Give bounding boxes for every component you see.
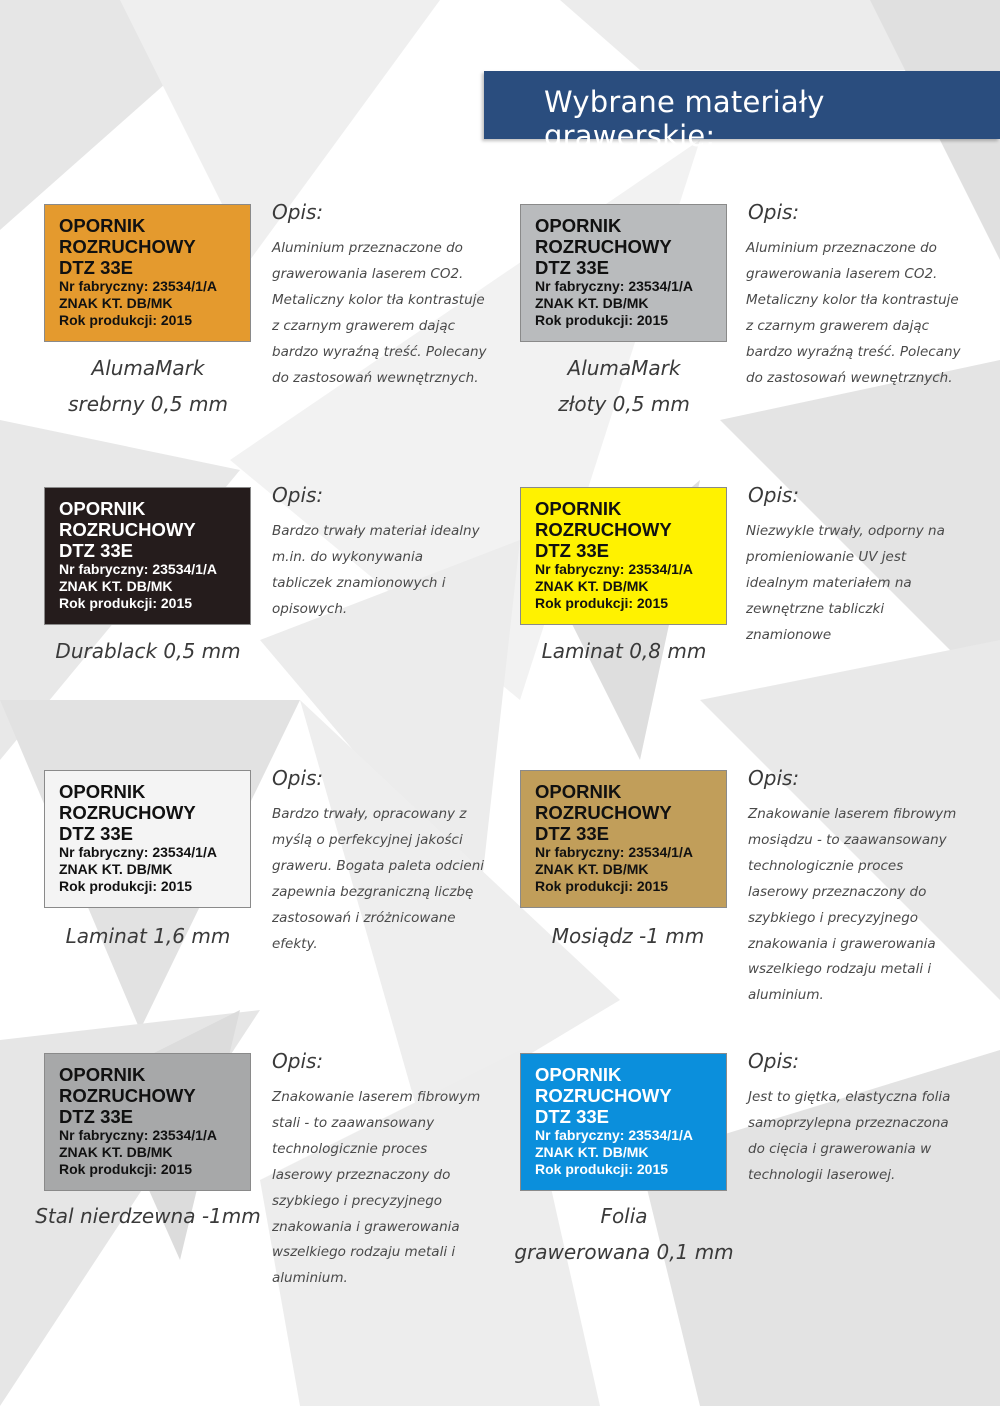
- plate-line-4: Nr fabryczny: 23534/1/A: [59, 844, 217, 860]
- material-caption: AlumaMark złoty 0,5 mm: [558, 356, 690, 416]
- material-plate: [44, 1053, 251, 1191]
- material-plate: [520, 770, 727, 908]
- description-title: Opis:: [272, 483, 324, 507]
- plate-line-6: Rok produkcji: 2015: [535, 1161, 669, 1177]
- plate-line-6: Rok produkcji: 2015: [59, 312, 193, 328]
- material-caption: Stal nierdzewna -1mm: [35, 1204, 261, 1228]
- plate-line-2: ROZRUCHOWY: [59, 1085, 196, 1106]
- plate-line-5: ZNAK KT. DB/MK: [535, 295, 649, 311]
- plate-line-1: OPORNIK: [59, 1064, 146, 1085]
- material-description: Bardzo trwały, opracowany z myślą o perfekcyjnej jakości graweru. Bogata paleta odcieni zapewnia bezgraniczną liczbę zastosowań i zróżnicowane efekty.: [272, 806, 485, 952]
- plate-line-1: OPORNIK: [535, 1064, 622, 1085]
- material-description: Jest to giętka, elastyczna folia samoprzylepna przeznaczona do cięcia i grawerowania w technologii laserowej.: [748, 1089, 951, 1183]
- material-caption: Laminat 0,8 mm: [541, 639, 707, 663]
- plate-line-2: ROZRUCHOWY: [535, 1085, 672, 1106]
- plate-line-4: Nr fabryczny: 23534/1/A: [59, 1127, 217, 1143]
- plate-line-6: Rok produkcji: 2015: [59, 1161, 193, 1177]
- material-plate: [44, 487, 251, 625]
- plate-line-4: Nr fabryczny: 23534/1/A: [535, 561, 693, 577]
- material-caption: Laminat 1,6 mm: [65, 924, 231, 948]
- plate-line-5: ZNAK KT. DB/MK: [535, 578, 649, 594]
- material-plate: [44, 770, 251, 908]
- plate-line-1: OPORNIK: [535, 781, 622, 802]
- plate-line-4: Nr fabryczny: 23534/1/A: [535, 1127, 693, 1143]
- plate-line-1: OPORNIK: [535, 498, 622, 519]
- plate-line-3: DTZ 33E: [535, 823, 610, 844]
- plate-line-1: OPORNIK: [59, 498, 146, 519]
- material-description: Niezwykle trwały, odporny na promieniowanie UV jest idealnym materiałem na zewnętrzne tabliczki znamionowe: [746, 523, 945, 643]
- plate-line-5: ZNAK KT. DB/MK: [535, 861, 649, 877]
- plate-line-3: DTZ 33E: [59, 1106, 134, 1127]
- plate-line-2: ROZRUCHOWY: [59, 802, 196, 823]
- plate-line-2: ROZRUCHOWY: [535, 519, 672, 540]
- description-title: Opis:: [748, 766, 800, 790]
- plate-line-6: Rok produkcji: 2015: [535, 878, 669, 894]
- plate-line-5: ZNAK KT. DB/MK: [535, 1144, 649, 1160]
- material-caption: Mosiądz -1 mm: [551, 924, 705, 948]
- page-title: Wybrane materiały grawerskie:: [544, 85, 825, 153]
- description-title: Opis:: [748, 1049, 800, 1073]
- description-title: Opis:: [272, 200, 324, 224]
- plate-line-3: DTZ 33E: [59, 823, 134, 844]
- plate-line-2: ROZRUCHOWY: [59, 519, 196, 540]
- description-title: Opis:: [748, 200, 800, 224]
- plate-line-3: DTZ 33E: [535, 540, 610, 561]
- plate-line-5: ZNAK KT. DB/MK: [59, 861, 173, 877]
- material-description: Bardzo trwały materiał idealny m.in. do wykonywania tabliczek znamionowych i opisowych.: [272, 523, 480, 617]
- material-plate: [520, 487, 727, 625]
- plate-line-4: Nr fabryczny: 23534/1/A: [59, 561, 217, 577]
- material-plate: [44, 204, 251, 342]
- plate-line-3: DTZ 33E: [59, 257, 134, 278]
- description-title: Opis:: [748, 483, 800, 507]
- material-description: Aluminium przeznaczone do grawerowania laserem CO2. Metaliczny kolor tła kontrastuje z czarnym grawerem dając bardzo wyraźną treść. Polecany do zastosowań wewnętrznych.: [746, 240, 961, 386]
- material-plate: [520, 1053, 727, 1191]
- material-caption: Durablack 0,5 mm: [55, 639, 241, 663]
- description-title: Opis:: [272, 1049, 324, 1073]
- header-banner: [484, 71, 1000, 153]
- plate-line-1: OPORNIK: [59, 215, 146, 236]
- plate-line-6: Rok produkcji: 2015: [59, 595, 193, 611]
- plate-line-3: DTZ 33E: [535, 257, 610, 278]
- description-title: Opis:: [272, 766, 324, 790]
- plate-line-1: OPORNIK: [535, 215, 622, 236]
- material-caption: Folia grawerowana 0,1 mm: [514, 1204, 734, 1264]
- plate-line-3: DTZ 33E: [535, 1106, 610, 1127]
- plate-line-6: Rok produkcji: 2015: [535, 595, 669, 611]
- plate-line-2: ROZRUCHOWY: [59, 236, 196, 257]
- material-description: Znakowanie laserem fibrowym stali - to zaawansowany technologicznie proces laserowy przeznaczony do szybkiego i precyzyjnego znakowania i grawerowania wszelkiego rodzaju metali i aluminium.: [272, 1089, 481, 1287]
- plate-line-3: DTZ 33E: [59, 540, 134, 561]
- plate-line-4: Nr fabryczny: 23534/1/A: [59, 278, 217, 294]
- material-description: Znakowanie laserem fibrowym mosiądzu - to zaawansowany technologicznie proces laserowy przeznaczony do szybkiego i precyzyjnego znakowania i grawerowania wszelkiego rodzaju metali i aluminium.: [748, 806, 957, 1004]
- plate-line-5: ZNAK KT. DB/MK: [59, 578, 173, 594]
- material-description: Aluminium przeznaczone do grawerowania laserem CO2. Metaliczny kolor tła kontrastuje z czarnym grawerem dając bardzo wyraźną treść. Polecany do zastosowań wewnętrznych.: [272, 240, 487, 386]
- material-plate: [520, 204, 727, 342]
- plate-line-2: ROZRUCHOWY: [535, 802, 672, 823]
- plate-line-1: OPORNIK: [59, 781, 146, 802]
- plate-line-4: Nr fabryczny: 23534/1/A: [535, 278, 693, 294]
- plate-line-6: Rok produkcji: 2015: [59, 878, 193, 894]
- material-caption: AlumaMark srebrny 0,5 mm: [68, 356, 228, 416]
- plate-line-5: ZNAK KT. DB/MK: [59, 295, 173, 311]
- plate-line-2: ROZRUCHOWY: [535, 236, 672, 257]
- plate-line-4: Nr fabryczny: 23534/1/A: [535, 844, 693, 860]
- plate-line-6: Rok produkcji: 2015: [535, 312, 669, 328]
- plate-line-5: ZNAK KT. DB/MK: [59, 1144, 173, 1160]
